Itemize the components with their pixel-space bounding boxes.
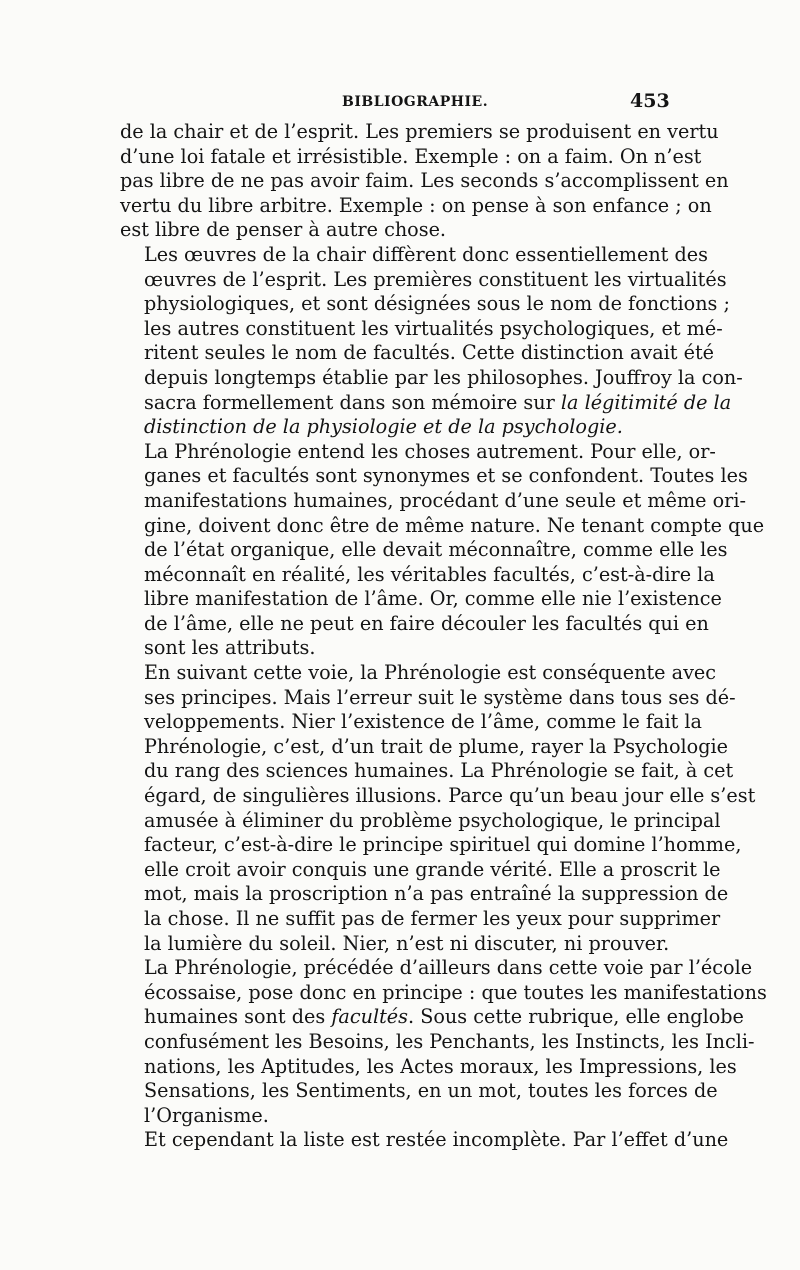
text-line: veloppements. Nier l’existence de l’âme, comme le fait la xyxy=(144,710,702,734)
text-line: La Phrénologie entend les choses autrement. Pour elle, or- xyxy=(144,439,716,463)
running-head: BIBLIOGRAPHIE. xyxy=(342,94,489,110)
text-line: ritent seules le nom de facultés. Cette distinction avait été xyxy=(144,341,715,365)
text-line: depuis longtemps établie par les philosophes. Jouffroy la con- xyxy=(144,365,743,389)
text-line: du rang des sciences humaines. La Phrénologie se fait, à cet xyxy=(144,759,734,783)
text-line: libre manifestation de l’âme. Or, comme elle nie l’existence xyxy=(144,587,722,611)
text-line: pas libre de ne pas avoir faim. Les seconds s’accomplissent en xyxy=(120,169,729,193)
paragraph-2 xyxy=(120,242,743,440)
italic-word: facultés xyxy=(331,1005,409,1029)
text-line: nations, les Aptitudes, les Actes moraux, les Impressions, les xyxy=(144,1054,737,1078)
text-line: œuvres de l’esprit. Les premières constituent les virtualités xyxy=(144,267,727,291)
text-line: amusée à éliminer du problème psychologique, le principal xyxy=(144,808,721,832)
text-line: les autres constituent les virtualités psychologiques, et mé- xyxy=(144,316,723,340)
text-line: mot, mais la proscription n’a pas entraîné la suppression de xyxy=(144,882,729,906)
text-line: l’Organisme. xyxy=(144,1103,269,1127)
text-line: Sensations, les Sentiments, en un mot, toutes les forces de xyxy=(144,1079,718,1103)
paragraph-6 xyxy=(120,1128,729,1153)
text-line: méconnaît en réalité, les véritables facultés, c’est-à-dire la xyxy=(144,562,715,586)
text-line: ses principes. Mais l’erreur suit le système dans tous ses dé- xyxy=(144,685,736,709)
text-line: En suivant cette voie, la Phrénologie est conséquente avec xyxy=(144,661,717,685)
text-line xyxy=(120,415,672,440)
text-line: La Phrénologie, précédée d’ailleurs dans cette voie par l’école xyxy=(144,956,753,980)
text-line: facteur, c’est-à-dire le principe spirituel qui domine l’homme, xyxy=(144,833,742,857)
text-line: écossaise, pose donc en principe : que toutes les manifestations xyxy=(144,980,767,1004)
text-line: physiologiques, et sont désignées sous le nom de fonctions ; xyxy=(144,292,730,316)
text-line: d’une loi fatale et irrésistible. Exemple : on a faim. On n’est xyxy=(120,144,702,168)
text-line: confusément les Besoins, les Penchants, les Instincts, les Incli- xyxy=(144,1029,755,1053)
text-line: ganes et facultés sont synonymes et se confondent. Toutes les xyxy=(144,464,748,488)
text-line: est libre de penser à autre chose. xyxy=(120,218,447,242)
paragraph-3 xyxy=(120,439,765,661)
page-number: 453 xyxy=(630,90,670,112)
text-line: de la chair et de l’esprit. Les premiers se produisent en vertu xyxy=(120,120,719,143)
text-line: Les œuvres de la chair diffèrent donc essentiellement des xyxy=(144,242,708,266)
text-line: Phrénologie, c’est, d’un trait de plume, rayer la Psychologie xyxy=(144,734,729,758)
text-line: Et cependant la liste est restée incomplète. Par l’effet d’une xyxy=(144,1128,729,1152)
text-line: elle croit avoir conquis une grande vérité. Elle a proscrit le xyxy=(144,857,721,881)
text-line: vertu du libre arbitre. Exemple : on pense à son enfance ; on xyxy=(120,193,712,217)
text-line: égard, de singulières illusions. Parce qu’un beau jour elle s’est xyxy=(144,784,756,808)
text-line xyxy=(120,1005,744,1030)
text-segment: sacra formellement dans son mémoire sur xyxy=(144,390,555,414)
body-text xyxy=(120,120,767,1153)
text-line xyxy=(120,390,732,416)
page-header xyxy=(0,90,800,114)
paragraph-4 xyxy=(120,661,756,956)
text-line: sont les attributs. xyxy=(144,636,316,660)
text-line: manifestations humaines, procédant d’une seule et même ori- xyxy=(144,488,746,512)
italic-title: distinction de la physiologie et de la psychologie. xyxy=(144,415,623,439)
text-segment: humaines sont des xyxy=(144,1005,326,1029)
paragraph-1 xyxy=(120,120,729,243)
italic-title: la légitimité de la xyxy=(560,390,732,414)
text-line: la lumière du soleil. Nier, n’est ni discuter, ni prouver. xyxy=(144,931,670,955)
text-line: de l’état organique, elle devait méconnaître, comme elle les xyxy=(144,538,728,562)
text-segment: . Sous cette rubrique, elle englobe xyxy=(408,1005,744,1029)
paragraph-5 xyxy=(120,956,767,1128)
text-line: de l’âme, elle ne peut en faire découler les facultés qui en xyxy=(144,611,709,635)
text-line: la chose. Il ne suffit pas de fermer les yeux pour supprimer xyxy=(144,907,721,930)
text-line: gine, doivent donc être de même nature. Ne tenant compte que xyxy=(144,513,765,537)
